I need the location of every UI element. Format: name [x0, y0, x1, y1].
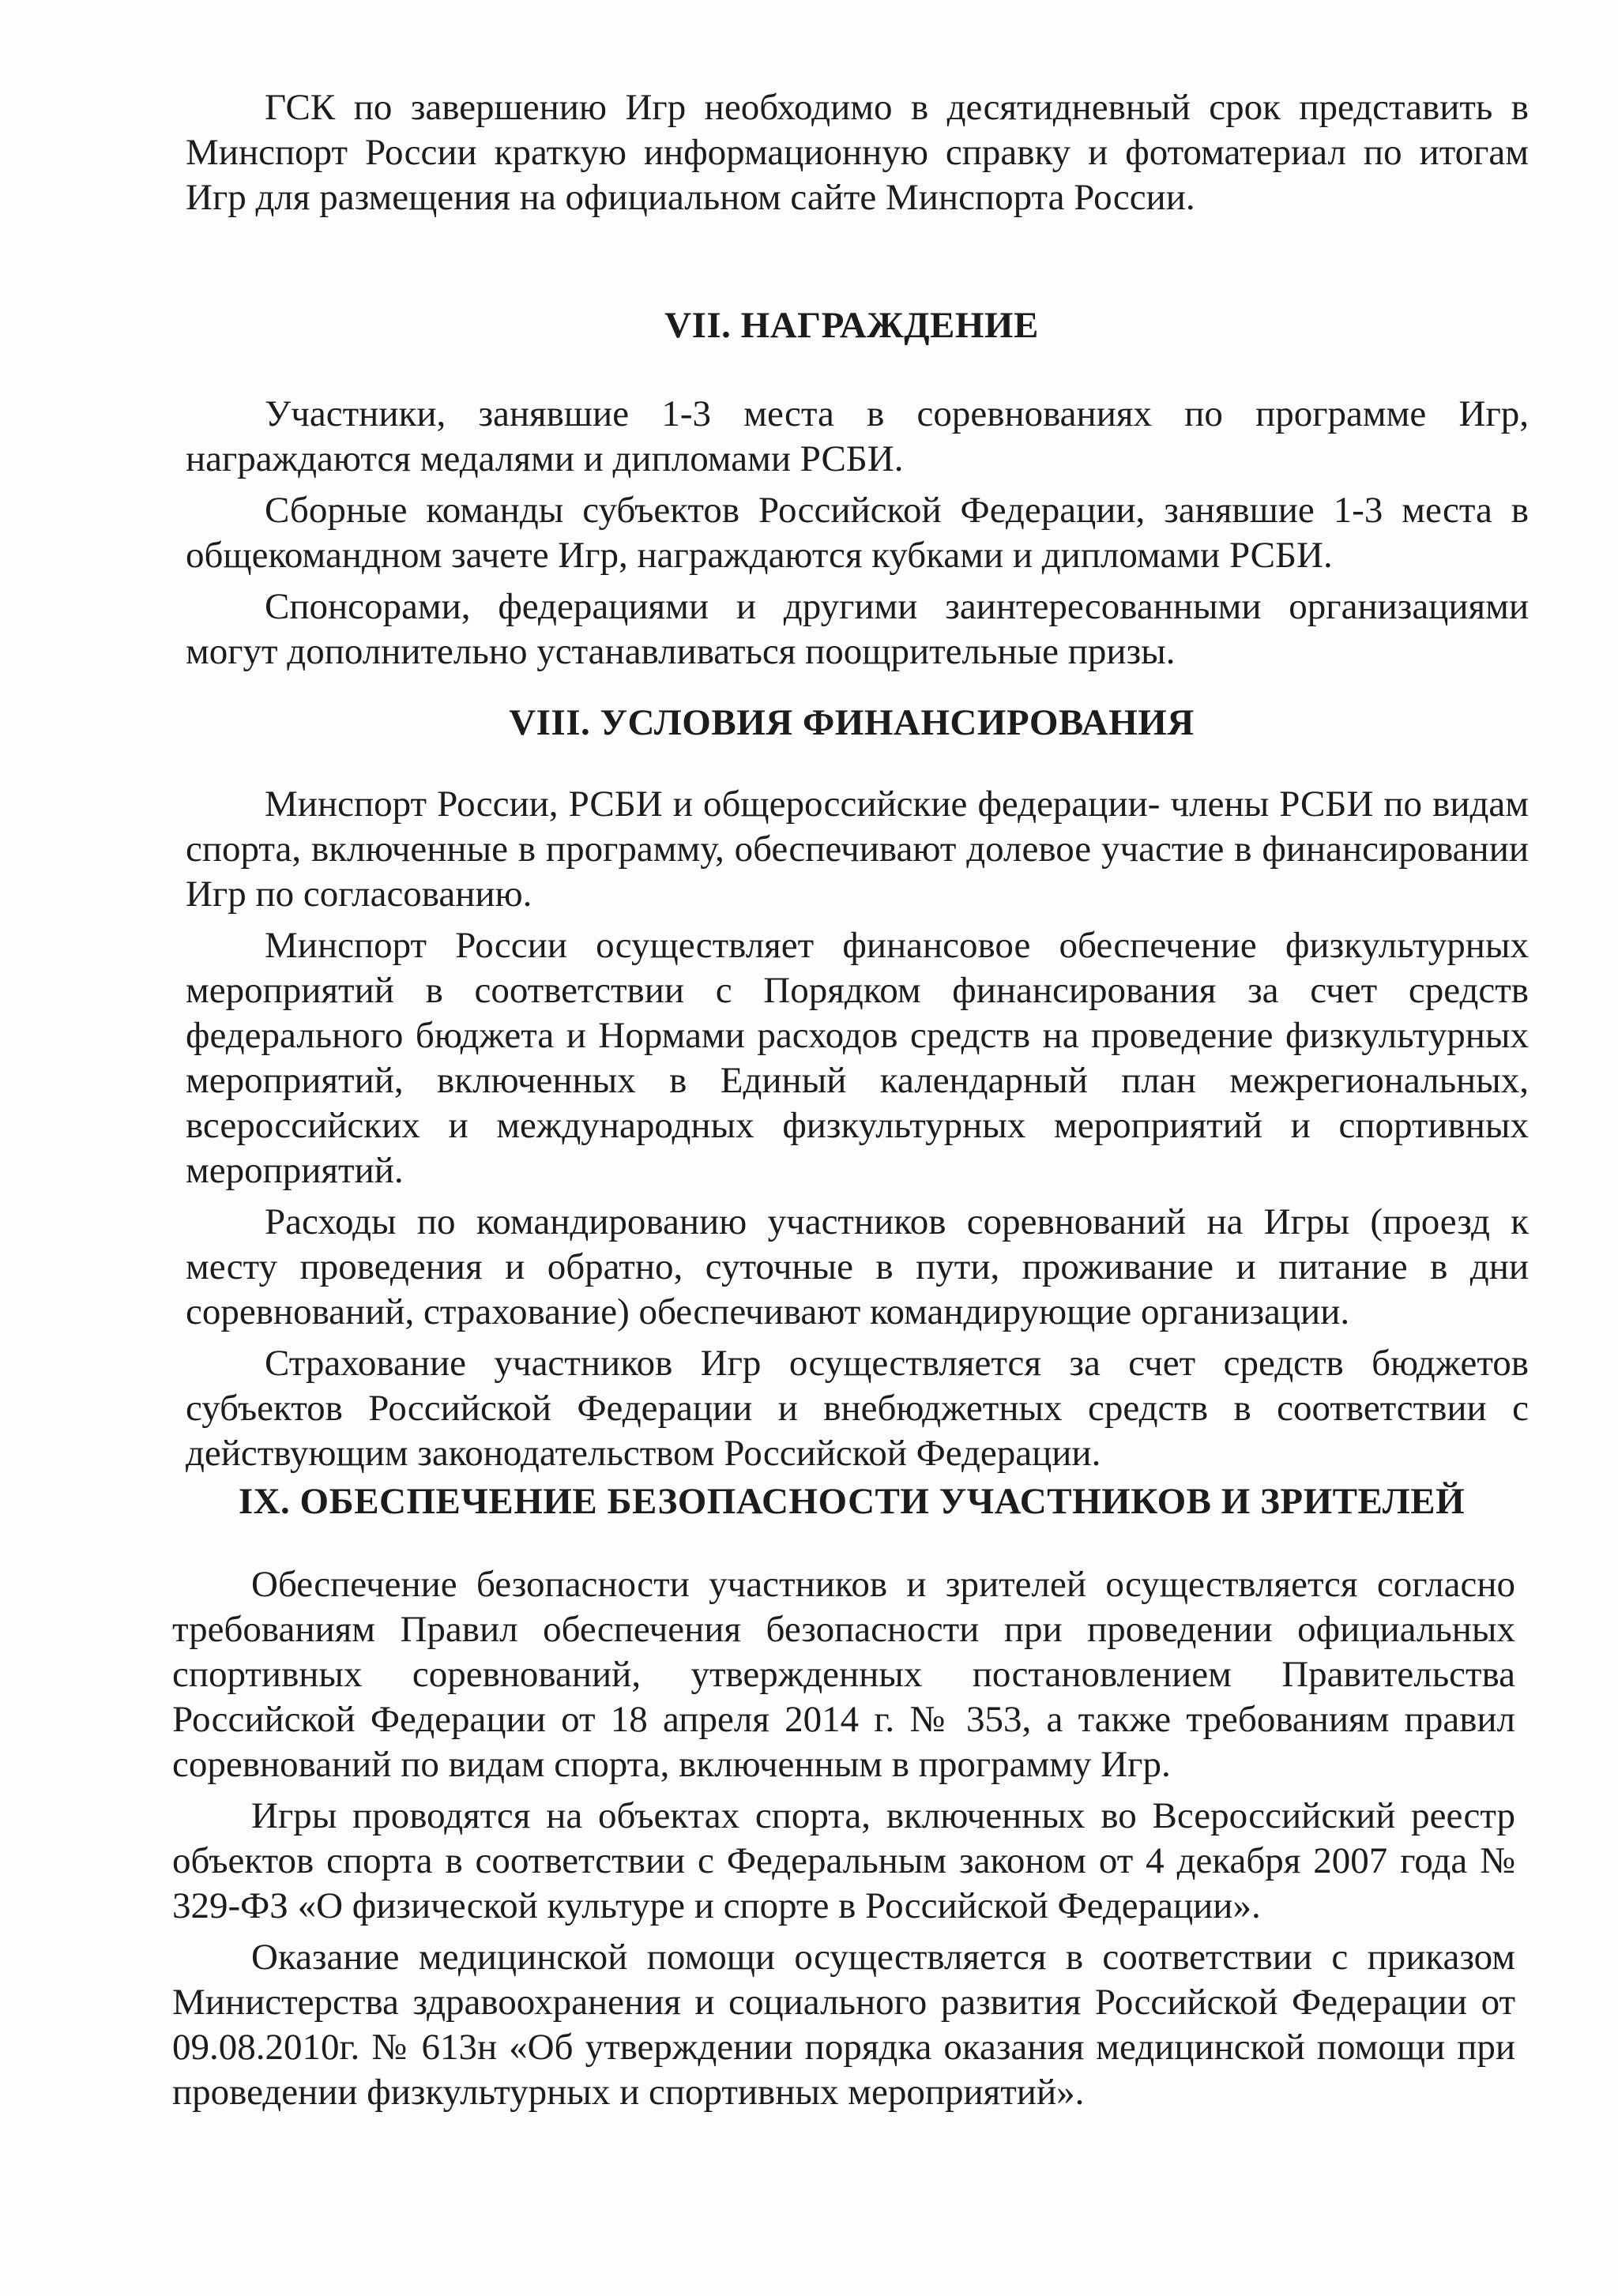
section-8-paragraph-3: Расходы по командированию участников соревнований на Игры (проезд к месту проведения и обратно, суточные в пути, проживание и питание в дни соревнований, страхование) обеспечивают командирующие организации.	[186, 1201, 1529, 1332]
section-9-paragraph-2: Игры проводятся на объектах спорта, включенных во Всероссийский реестр объектов спорта в соответствии с Федеральным законом от 4 декабря 2007 года № 329-ФЗ «О физической культуре и спорте в Российской Федерации».	[172, 1795, 1515, 1926]
section-9-paragraph-3: Оказание медицинской помощи осуществляется в соответствии с приказом Министерства здравоохранения и социального развития Российской Федерации от 09.08.2010г. № 613н «Об утверждении порядка оказания медицинской помощи при проведении физкультурных и спортивных мероприятий».	[172, 1937, 1515, 2113]
section-8-paragraph-1: Минспорт России, РСБИ и общероссийские федерации- члены РСБИ по видам спорта, включенные в программу, обеспечивают долевое участие в финансировании Игр по согласованию.	[186, 783, 1529, 915]
section-7-paragraph-2: Сборные команды субъектов Российской Федерации, занявшие 1-3 места в общекомандном зачете Игр, награждаются кубками и дипломами РСБИ.	[186, 490, 1529, 576]
section-8-heading: VIII. УСЛОВИЯ ФИНАНСИРОВАНИЯ	[509, 702, 1195, 743]
intro-block	[186, 85, 1529, 220]
section-7-paragraph-1: Участники, занявшие 1-3 места в соревнованиях по программе Игр, награждаются медалями и дипломами РСБИ.	[186, 393, 1529, 479]
section-9-paragraph-1: Обеспечение безопасности участников и зрителей осуществляется согласно требованиям Правил обеспечения безопасности при проведении официальных спортивных соревнований, утвержденных постановлением Правительства Российской Федерации от 18 апреля 2014 г. № 353, а также требованиям правил соревнований по видам спорта, включенным в программу Игр.	[172, 1564, 1515, 1785]
section-8-paragraph-4: Страхование участников Игр осуществляется за счет средств бюджетов субъектов Российской Федерации и внебюджетных средств в соответствии с действующим законодательством Российской Федерации.	[186, 1343, 1529, 1474]
section-9-heading: IX. ОБЕСПЕЧЕНИЕ БЕЗОПАСНОСТИ УЧАСТНИКОВ И ЗРИТЕЛЕЙ	[238, 1481, 1466, 1522]
section-7-heading: VII. НАГРАЖДЕНИЕ	[664, 305, 1039, 346]
section-9-body	[172, 1562, 1515, 2115]
section-9-heading-wrap	[172, 1479, 1531, 1524]
section-8-paragraph-2: Минспорт России осуществляет финансовое обеспечение физкультурных мероприятий в соответствии с Порядком финансирования за счет средств федерального бюджета и Нормами расходов средств на проведение физкультурных мероприятий, включенных в Единый календарный план межрегиональных, всероссийских и международных физкультурных мероприятий и спортивных мероприятий.	[186, 925, 1529, 1191]
section-7-paragraph-3: Спонсорами, федерациями и другими заинтересованными организациями могут дополнительно устанавливаться поощрительные призы.	[186, 586, 1529, 672]
section-7-body	[186, 392, 1529, 675]
section-8-body	[186, 782, 1529, 1476]
section-8-heading-wrap	[172, 701, 1531, 746]
section-7-heading-wrap	[172, 303, 1531, 348]
intro-paragraph: ГСК по завершению Игр необходимо в десятидневный срок представить в Минспорт России краткую информационную справку и фотоматериал по итогам Игр для размещения на официальном сайте Минспорта России.	[186, 87, 1529, 218]
